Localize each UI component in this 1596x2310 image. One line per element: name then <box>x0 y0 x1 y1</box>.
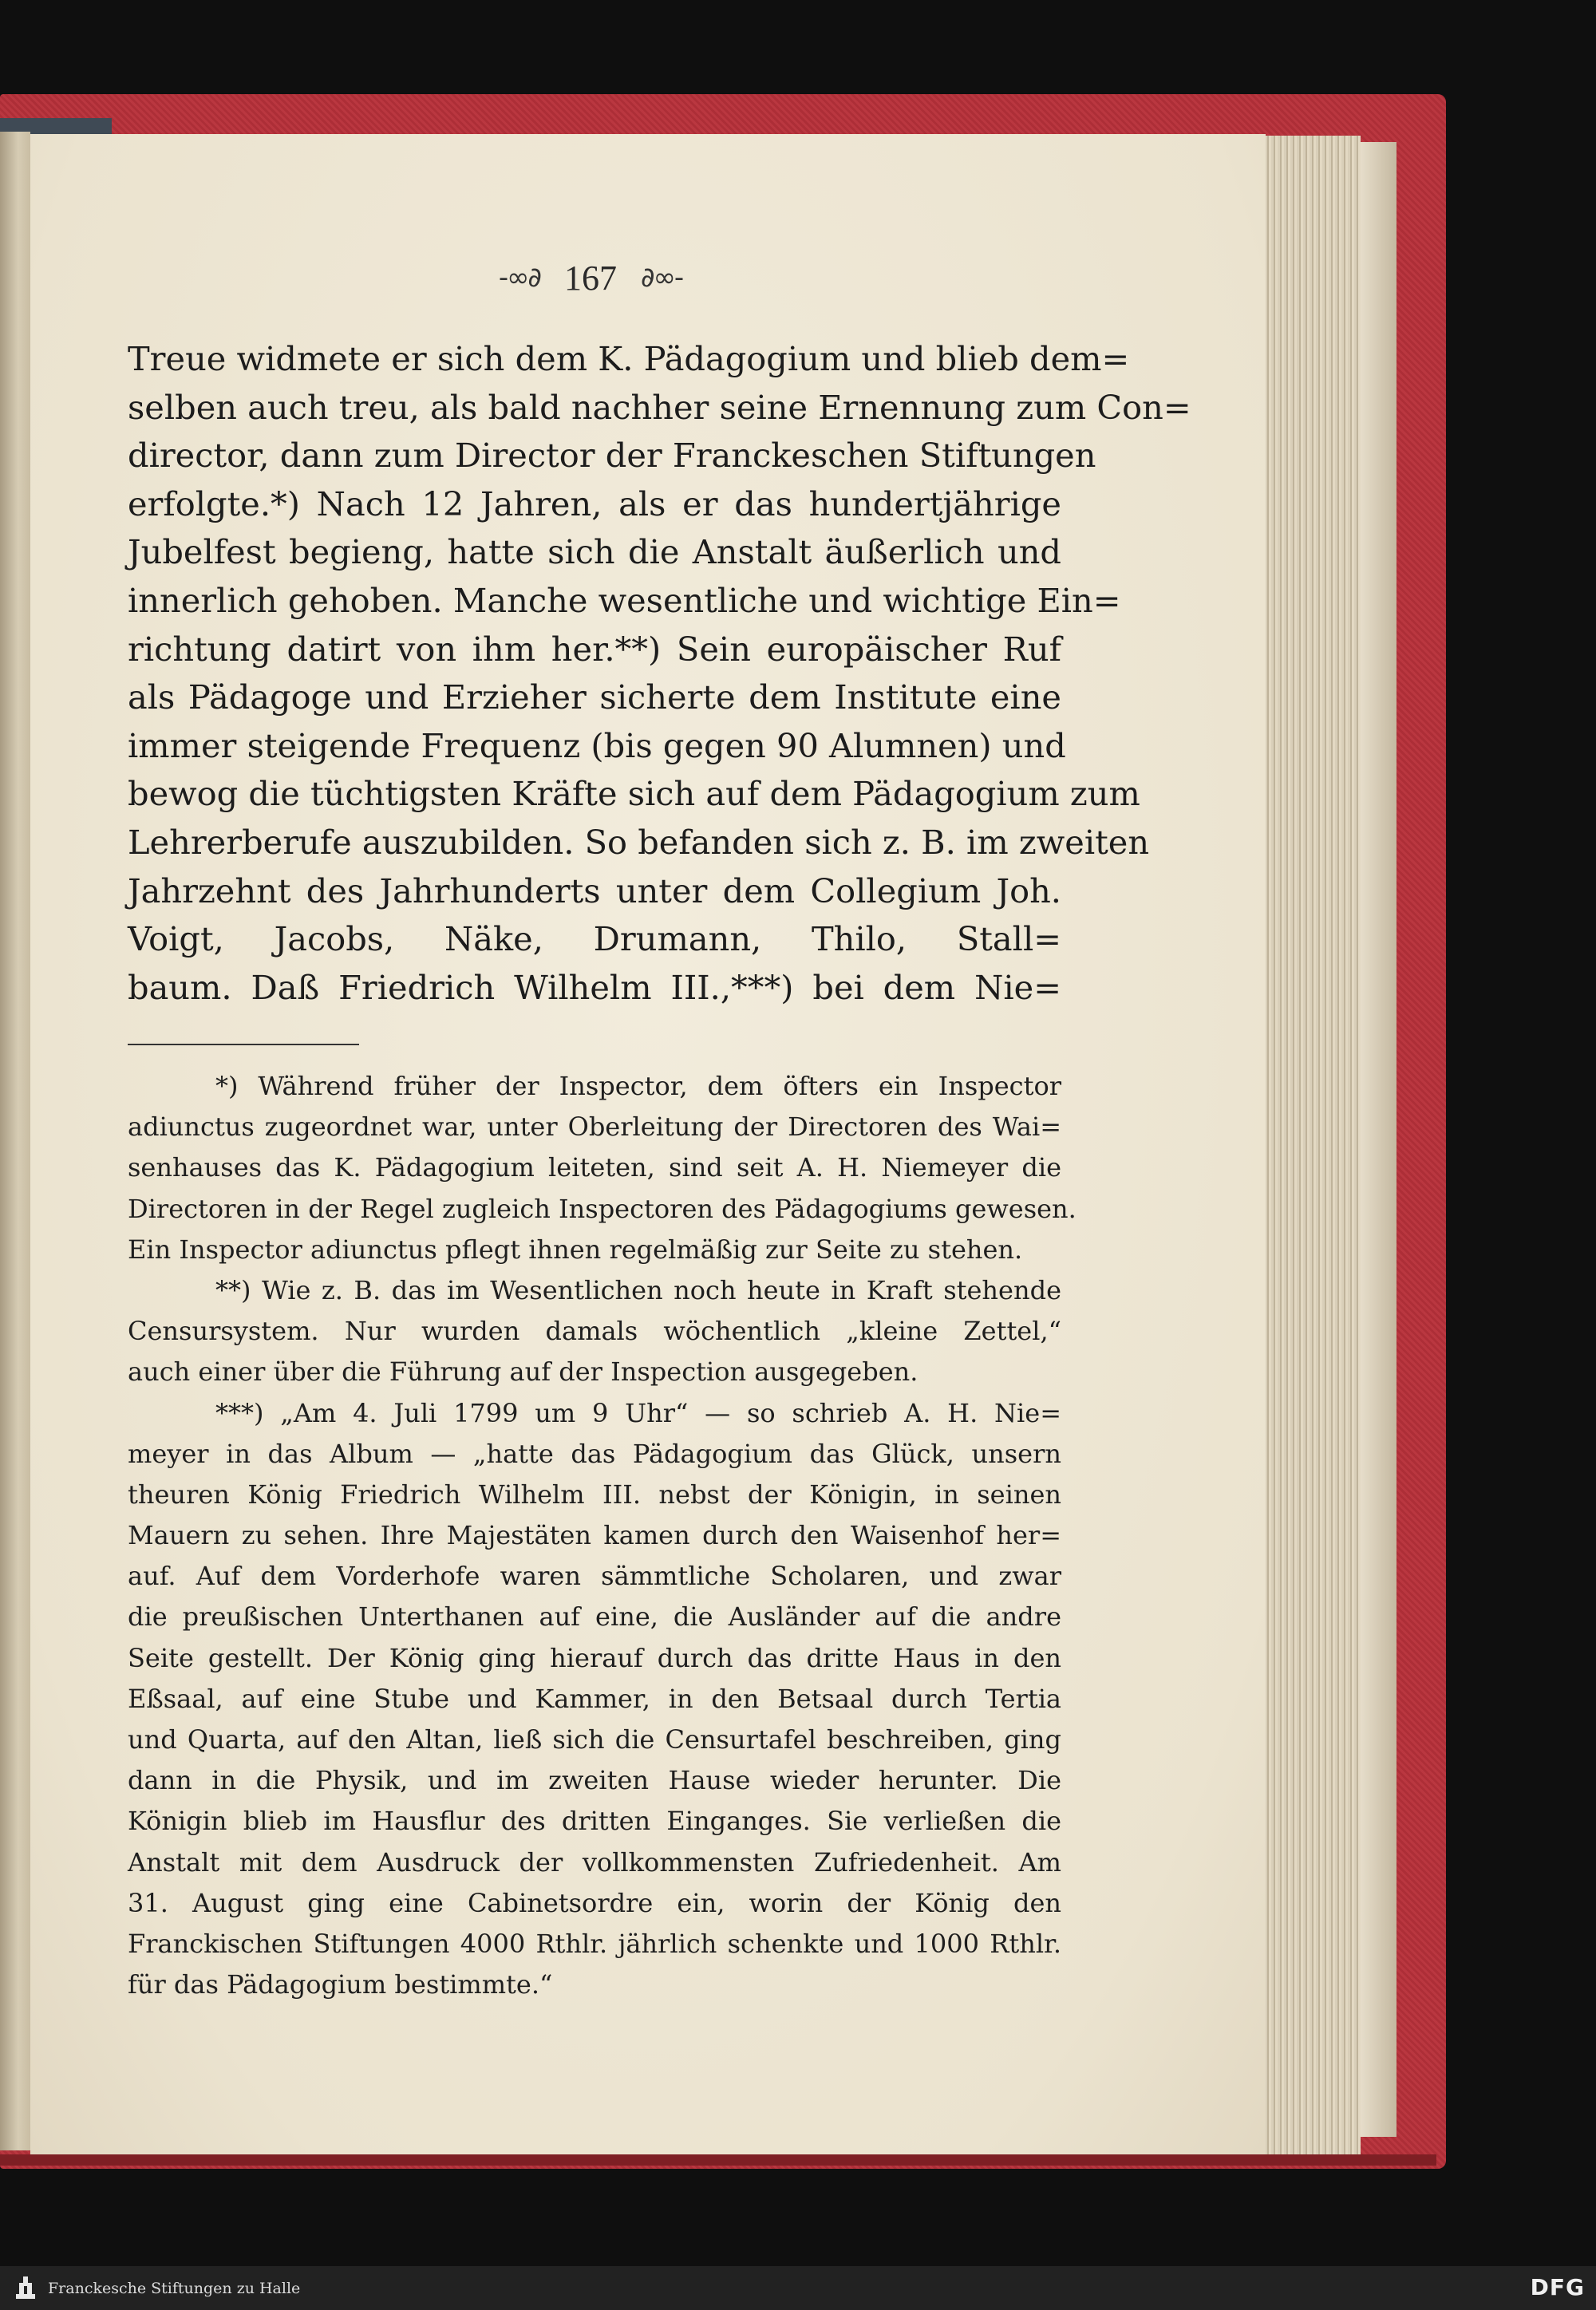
page-number-header <box>463 254 718 302</box>
cover-bottom-edge <box>0 2154 1436 2166</box>
text-line: als Pädagoge und Erzieher sicherte dem Institute eine <box>128 677 1061 717</box>
main-text <box>128 335 1191 1012</box>
footnote-line: Franckischen Stiftungen 4000 Rthlr. jährlich schenkte und 1000 Rthlr. <box>128 1928 1061 1959</box>
left-page-edge <box>0 132 30 2150</box>
text-line: richtung datirt von ihm her.**) Sein europäischer Ruf <box>128 629 1061 669</box>
dfg-logo: DFG <box>1530 2274 1585 2300</box>
footnote-line: Mauern zu sehen. Ihre Majestäten kamen durch den Waisenhof her= <box>128 1520 1061 1551</box>
footnote-line: auf. Auf dem Vorderhofe waren sämmtliche Scholaren, und zwar <box>128 1561 1061 1592</box>
footnote-line: Anstalt mit dem Ausdruck der vollkommensten Zufriedenheit. Am <box>128 1846 1061 1878</box>
right-ornament-icon: ∂∞- <box>641 262 683 294</box>
footnote-line: theuren König Friedrich Wilhelm III. nebst der Königin, in seinen <box>128 1479 1061 1510</box>
text-line: baum. Daß Friedrich Wilhelm III.,***) bei dem Nie= <box>128 967 1061 1007</box>
footnote-line: Censursystem. Nur wurden damals wöchentlich „kleine Zettel,“ <box>128 1316 1061 1347</box>
footnote-line: auch einer über die Führung auf der Inspection ausgegeben. <box>128 1356 918 1388</box>
text-line: erfolgte.*) Nach 12 Jahren, als er das hundertjährige <box>128 484 1061 523</box>
text-line: selben auch treu, als bald nachher seine Ernennung zum Con= <box>128 387 1191 427</box>
footnote-line: Eßsaal, auf eine Stube und Kammer, in den Betsaal durch Tertia <box>128 1683 1061 1714</box>
footnote-line: Ein Inspector adiunctus pflegt ihnen regelmäßig zur Seite zu stehen. <box>128 1234 1023 1265</box>
footnote-line: 31. August ging eine Cabinetsordre ein, worin der König den <box>128 1887 1061 1918</box>
footnote-line: die preußischen Unterthanen auf eine, die Ausländer auf die andre <box>128 1601 1061 1633</box>
footnote-line: senhauses das K. Pädagogium leiteten, sind seit A. H. Niemeyer die <box>128 1152 1061 1183</box>
page-number: 167 <box>564 258 617 298</box>
footnotes <box>128 1066 1077 2005</box>
text-line: Voigt, Jacobs, Näke, Drumann, Thilo, Stall= <box>128 919 1061 959</box>
text-line: Jubelfest begieng, hatte sich die Anstalt äußerlich und <box>128 532 1061 572</box>
institution-label: Franckesche Stiftungen zu Halle <box>48 2279 301 2297</box>
page-stack-edge <box>1265 136 1361 2154</box>
text-line: Jahrzehnt des Jahrhunderts unter dem Collegium Joh. <box>128 871 1061 910</box>
text-line: bewog die tüchtigsten Kräfte sich auf dem Pädagogium zum <box>128 774 1140 814</box>
footnote-line: dann in die Physik, und im zweiten Hause wieder herunter. Die <box>128 1765 1061 1796</box>
text-line: Treue widmete er sich dem K. Pädagogium und blieb dem= <box>128 339 1130 378</box>
footnote-line: *) Während früher der Inspector, dem öfters ein Inspector <box>215 1071 1061 1101</box>
footnote-line: adiunctus zugeordnet war, unter Oberleitung der Directoren des Wai= <box>128 1112 1061 1143</box>
page-block-shadow <box>1361 142 1396 2137</box>
footnote-separator <box>128 1044 359 1045</box>
footnote-line: Seite gestellt. Der König ging hierauf durch das dritte Haus in den <box>128 1642 1061 1673</box>
text-line: Lehrerberufe auszubilden. So befanden sich z. B. im zweiten <box>128 822 1150 862</box>
footnote-line: ***) „Am 4. Juli 1799 um 9 Uhr“ — so schrieb A. H. Nie= <box>215 1397 1061 1428</box>
footnote-line: meyer in das Album — „hatte das Pädagogium das Glück, unsern <box>128 1438 1061 1469</box>
foundation-logo-icon <box>11 2272 40 2304</box>
footnote-line: und Quarta, auf den Altan, ließ sich die Censurtafel beschreiben, ging <box>128 1724 1061 1755</box>
footnote-line: Directoren in der Regel zugleich Inspectoren des Pädagogiums gewesen. <box>128 1193 1077 1224</box>
text-line: director, dann zum Director der Franckeschen Stiftungen <box>128 436 1096 476</box>
left-ornament-icon: -∞∂ <box>498 262 540 294</box>
viewer-footer-bar <box>0 2266 1596 2310</box>
footnote-line: Königin blieb im Hausflur des dritten Einganges. Sie verließen die <box>128 1806 1061 1837</box>
footnote-line: für das Pädagogium bestimmte.“ <box>128 1969 553 2000</box>
text-line: innerlich gehoben. Manche wesentliche und wichtige Ein= <box>128 580 1121 620</box>
footnote-line: **) Wie z. B. das im Wesentlichen noch heute in Kraft stehende <box>215 1274 1061 1305</box>
text-line: immer steigende Frequenz (bis gegen 90 Alumnen) und <box>128 725 1066 765</box>
